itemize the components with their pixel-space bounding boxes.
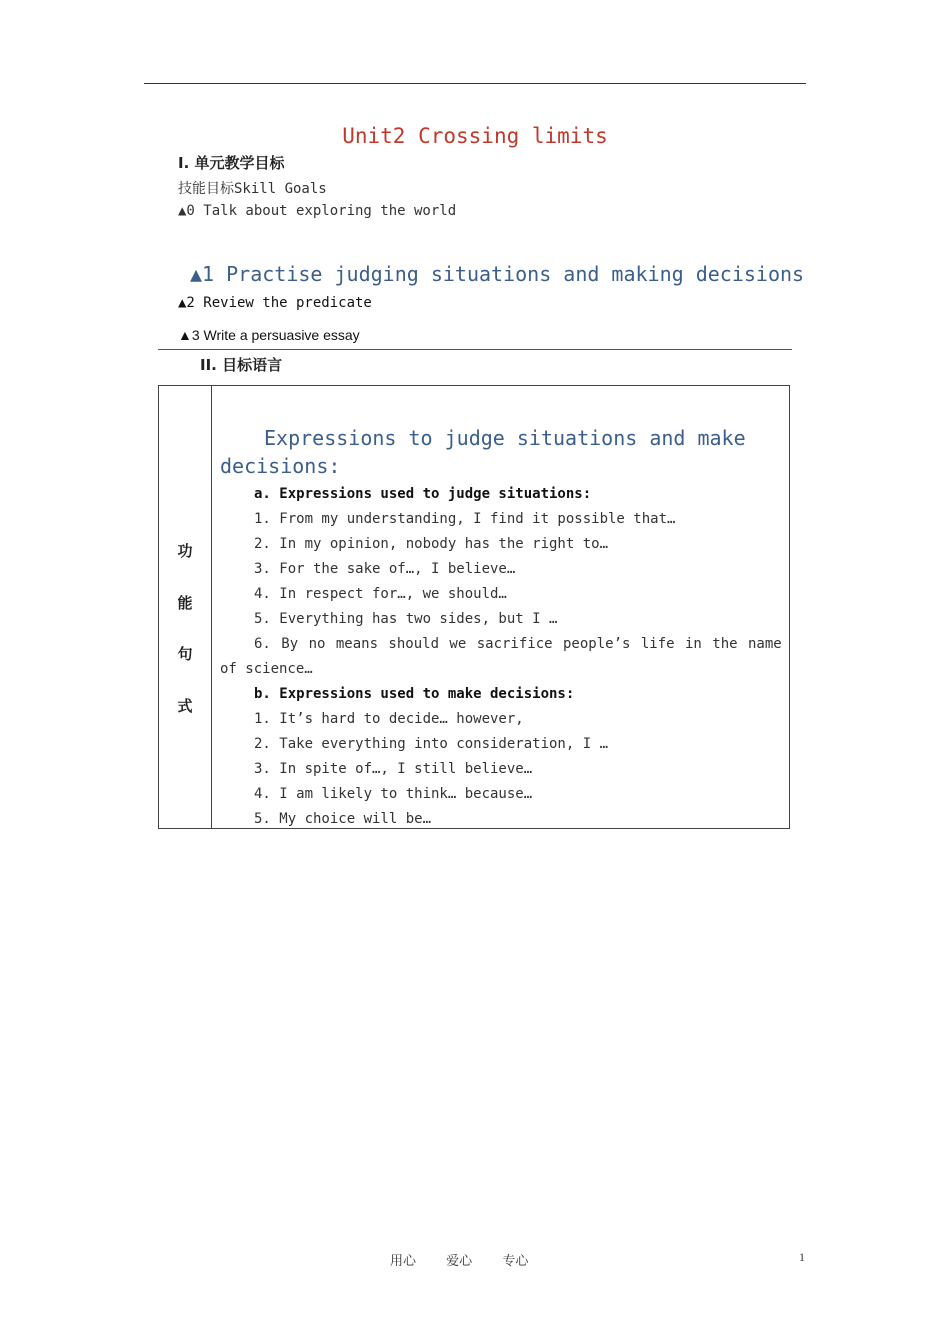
list-item: 2. In my opinion, nobody has the right to… xyxy=(254,536,609,552)
list-item: 5. Everything has two sides, but I … xyxy=(254,611,558,627)
decide-subheading: b. Expressions used to make decisions: xyxy=(254,686,575,702)
list-item: 5. My choice will be… xyxy=(254,811,432,827)
table-column-divider xyxy=(211,386,212,828)
list-item-continuation: of science… xyxy=(220,661,313,677)
footer-word: 用心 xyxy=(390,1254,417,1269)
page-title: Unit2 Crossing limits xyxy=(342,124,608,148)
judge-subheading: a. Expressions used to judge situations: xyxy=(254,486,592,502)
list-item: 1. It’s hard to decide… however, xyxy=(254,711,524,727)
list-item: 1. From my understanding, I find it possible that… xyxy=(254,511,676,527)
functional-expressions-table xyxy=(158,385,790,829)
section-divider xyxy=(158,349,792,350)
list-item: 3. In spite of…, I still believe… xyxy=(254,761,533,777)
goal-item-0: ▲0 Talk about exploring the world xyxy=(178,203,457,219)
list-item: 2. Take everything into consideration, I … xyxy=(254,736,609,752)
section-heading-goals: I. 单元教学目标 xyxy=(178,154,285,172)
row-label-char: 句 xyxy=(177,645,193,663)
list-item: 4. I am likely to think… because… xyxy=(254,786,533,802)
page-number: 1 xyxy=(799,1250,805,1264)
header-rule xyxy=(144,83,806,84)
row-label-char: 式 xyxy=(177,697,193,715)
footer-word: 专心 xyxy=(502,1254,529,1269)
goal-item-1: ▲1 Practise judging situations and making decisions xyxy=(190,262,805,286)
row-label-char: 能 xyxy=(177,594,193,612)
goal-item-2: ▲2 Review the predicate xyxy=(178,295,372,311)
page-footer xyxy=(390,1250,554,1269)
expressions-heading-line2: decisions: xyxy=(220,454,341,478)
list-item: 4. In respect for…, we should… xyxy=(254,586,507,602)
list-item: 3. For the sake of…, I believe… xyxy=(254,561,516,577)
list-item: 6. By no means should we sacrifice people’s life in the name xyxy=(254,636,782,652)
skill-goals-label: 技能目标Skill Goals xyxy=(178,181,327,197)
expressions-heading-line1: Expressions to judge situations and make xyxy=(264,426,746,450)
goal-item-3: ▲3 Write a persuasive essay xyxy=(178,327,360,343)
row-label-char: 功 xyxy=(177,542,193,560)
footer-word: 爱心 xyxy=(446,1254,473,1269)
section-heading-target-language: II. 目标语言 xyxy=(200,356,283,374)
expressions-heading xyxy=(220,424,785,480)
